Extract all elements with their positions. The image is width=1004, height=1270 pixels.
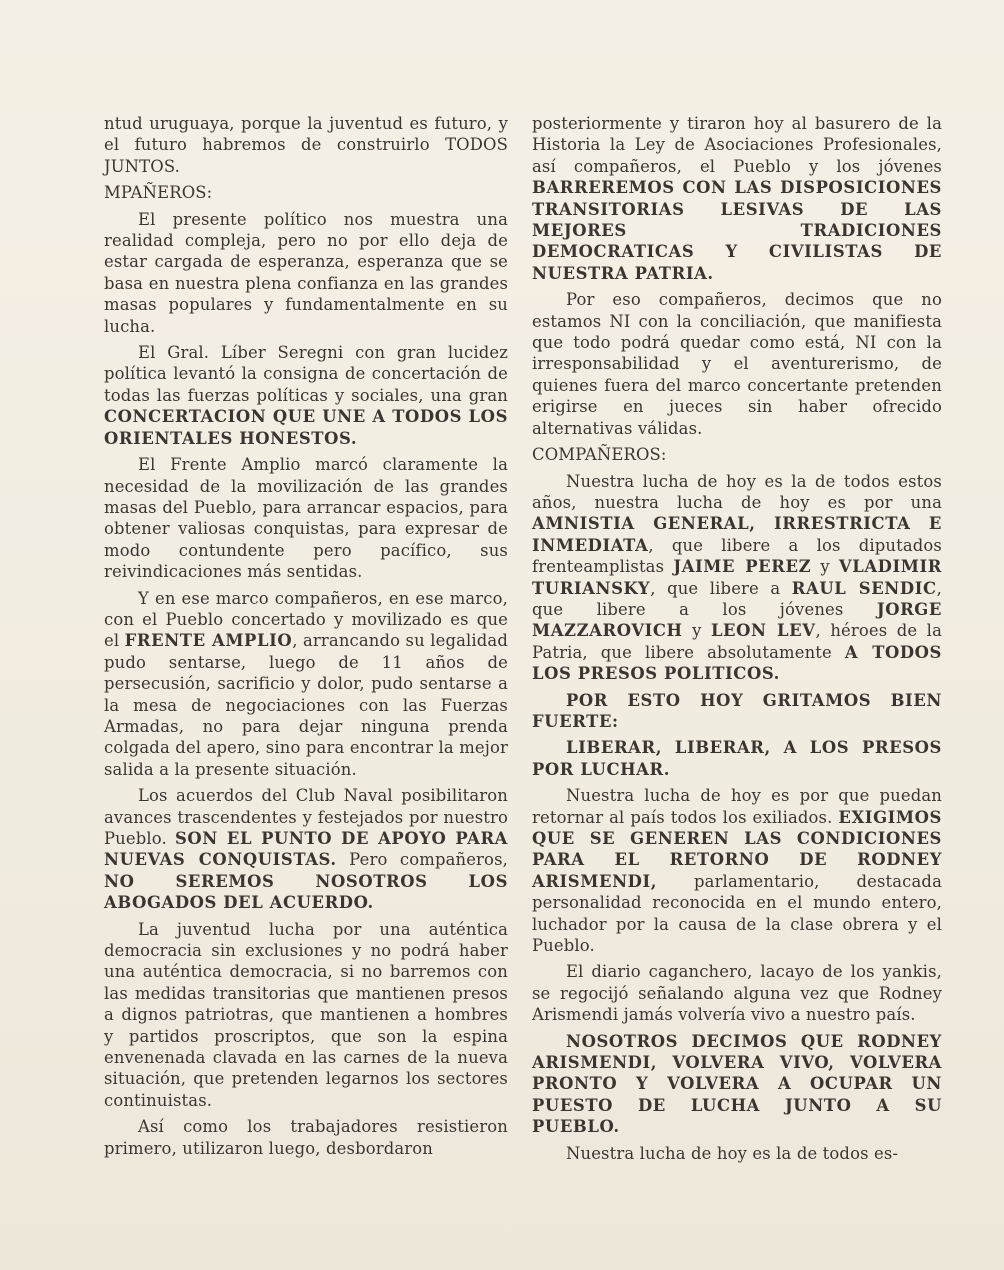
paragraph-text: Los acuerdos del Club Naval posibilitaron avances trascendentes y festejados por nuestro Pueblo. — [104, 786, 508, 848]
emphasis-text: SON EL PUNTO DE APOYO PARA NUEVAS CONQUISTAS. — [104, 829, 508, 870]
paragraph-text: posteriormente y tiraron hoy al basurero de la Historia la Ley de Asociaciones Profesionales, así compañeros, el Pueblo y los jóvenes — [532, 114, 942, 176]
heading-text: POR ESTO HOY GRITAMOS BIEN FUERTE: — [532, 690, 942, 731]
emphasis-text: LEON LEV — [710, 621, 816, 641]
paragraph-text: Y en ese marco compañeros, en ese marco, con el Pueblo concertado y movilizado es que el — [104, 588, 508, 651]
paragraph-text: , arrancando su legalidad pudo sentarse, luego de 11 años de persecusión, sacrificio y dolor, pudo sentarse a la mesa de negociaciones con las Fuerzas Armadas, no para dejar ninguna prenda colgada del apero, sino para encontrar la mejor salida a la presente situación. — [104, 631, 508, 779]
paragraph — [104, 209, 508, 337]
paragraph-text: Nuestra lucha de hoy es la de todos estos años, nuestra lucha de hoy es por una — [532, 471, 942, 512]
emphasis-text: AMNISTIA GENERAL, IRRESTRICTA E INMEDIATA — [532, 514, 942, 555]
section-heading — [532, 1031, 942, 1138]
right-column — [532, 113, 942, 1169]
paragraph-text: Nuestra lucha de hoy es la de todos es- — [566, 1143, 899, 1163]
paragraph-text: , que libere a los diputados frenteamplistas — [532, 535, 942, 577]
paragraph-text: Nuestra lucha de hoy es por que puedan retornar al país todos los exiliados. — [532, 786, 942, 827]
paragraph — [104, 113, 508, 177]
paragraph-text: Así como los trabajadores resistieron primero, utilizaron luego, desbordaron — [104, 1117, 508, 1158]
paragraph-text: Pero compañeros, — [336, 850, 508, 870]
emphasis-text: RAUL SENDIC — [791, 578, 937, 598]
emphasis-text: FRENTE AMPLIO — [124, 631, 293, 651]
paragraph-text: El Gral. Líber Seregni con gran lucidez política levantó la consigna de concertación de todas las fuerzas políticas y sociales, una gran — [104, 343, 508, 405]
emphasis-text: A TODOS LOS PRESOS POLITICOS. — [532, 642, 942, 684]
emphasis-text: VLADIMIR TURIANSKY — [532, 557, 942, 598]
section-heading — [532, 690, 942, 733]
paragraph-text: El diario caganchero, lacayo de los yankis, se regocijó señalando alguna vez que Rodney Arismendi jamás volvería vivo a nuestro país. — [532, 962, 942, 1025]
paragraph — [104, 1116, 508, 1159]
paragraph — [532, 785, 942, 956]
heading-text: LIBERAR, LIBERAR, A LOS PRESOS POR LUCHAR. — [532, 738, 942, 779]
emphasis-text: JORGE MAZZAROVICH — [532, 599, 942, 641]
paragraph — [104, 785, 508, 913]
heading-text: NOSOTROS DECIMOS QUE RODNEY ARISMENDI, VOLVERA VIVO, VOLVERA PRONTO Y VOLVERA A OCUPAR UN PUESTO DE LUCHA JUNTO A SU PUEBLO. — [532, 1031, 942, 1137]
paragraph — [104, 588, 508, 781]
paragraph — [532, 289, 942, 439]
paragraph — [104, 919, 508, 1112]
paragraph-text: ntud uruguaya, porque la juventud es futuro, y el futuro habremos de construirlo TODOS JUNTOS. — [104, 114, 508, 176]
paragraph-text: , que libere a — [650, 578, 792, 598]
emphasis-text: CONCERTACION QUE UNE A TODOS LOS ORIENTALES HONESTOS. — [104, 407, 508, 448]
heading-text: COMPAÑEROS: — [532, 445, 667, 465]
paragraph-text: y — [682, 621, 711, 641]
paragraph — [104, 454, 508, 582]
section-heading — [532, 444, 942, 465]
paragraph-text: La juventud lucha por una auténtica democracia sin exclusiones y no podrá haber una auténtica democracia, si no barremos con las medidas transitorias que mantienen presos a dignos patriotras, que mantienen a hombres y partidos proscriptos, que son la espina envenenada clavada en las carnes de la nueva situación, que pretenden legarnos los sectores continuistas. — [104, 919, 508, 1110]
paragraph-text: Por eso compañeros, decimos que no estamos NI con la conciliación, que manifiesta que todo podrá quedar como está, NI con la irresponsabilidad y el aventurerismo, de quienes fuera del marco concertante pretenden erigirse en jueces sin haber ofrecido alternativas válidas. — [532, 290, 942, 438]
paragraph — [532, 1143, 942, 1164]
paragraph — [532, 113, 942, 284]
emphasis-text: EXIGIMOS QUE SE GENEREN LAS CONDICIONES PARA EL RETORNO DE RODNEY ARISMENDI, — [532, 807, 942, 891]
paragraph-text: El Frente Amplio marcó claramente la necesidad de la movilización de las grandes masas del Pueblo, para arrancar espacios, para obtener valiosas conquistas, para expresar de modo contundente pero pacífico, sus reivindicaciones más sentidas. — [104, 455, 508, 582]
paragraph-text: El presente político nos muestra una realidad compleja, pero no por ello deja de estar cargada de esperanza, esperanza que se basa en nuestra plena confianza en las grandes masas populares y fundamentalmente en su lucha. — [104, 209, 508, 336]
section-heading — [532, 737, 942, 780]
paragraph-text: , héroes de la Patria, que libere absolutamente — [532, 621, 942, 662]
heading-text: MPAÑEROS: — [104, 183, 213, 203]
paragraph-text: parlamentario, destacada personalidad reconocida en el mundo entero, luchador por la causa de la clase obrera y el Pueblo. — [532, 871, 942, 956]
paragraph — [532, 961, 942, 1025]
emphasis-text: NO SEREMOS NOSOTROS LOS ABOGADOS DEL ACUERDO. — [104, 871, 508, 913]
paragraph-text: , que libere a los jóvenes — [532, 578, 942, 619]
emphasis-text: BARREREMOS CON LAS DISPOSICIONES TRANSITORIAS LESIVAS DE LAS MEJORES TRADICIONES DEMOCRATICAS Y CIVILISTAS DE NUESTRA PATRIA. — [532, 178, 942, 283]
section-heading — [104, 182, 508, 203]
left-column — [104, 113, 508, 1164]
emphasis-text: JAIME PEREZ — [673, 557, 812, 577]
paragraph-text: y — [811, 557, 839, 577]
paragraph — [104, 342, 508, 449]
paragraph — [532, 471, 942, 685]
